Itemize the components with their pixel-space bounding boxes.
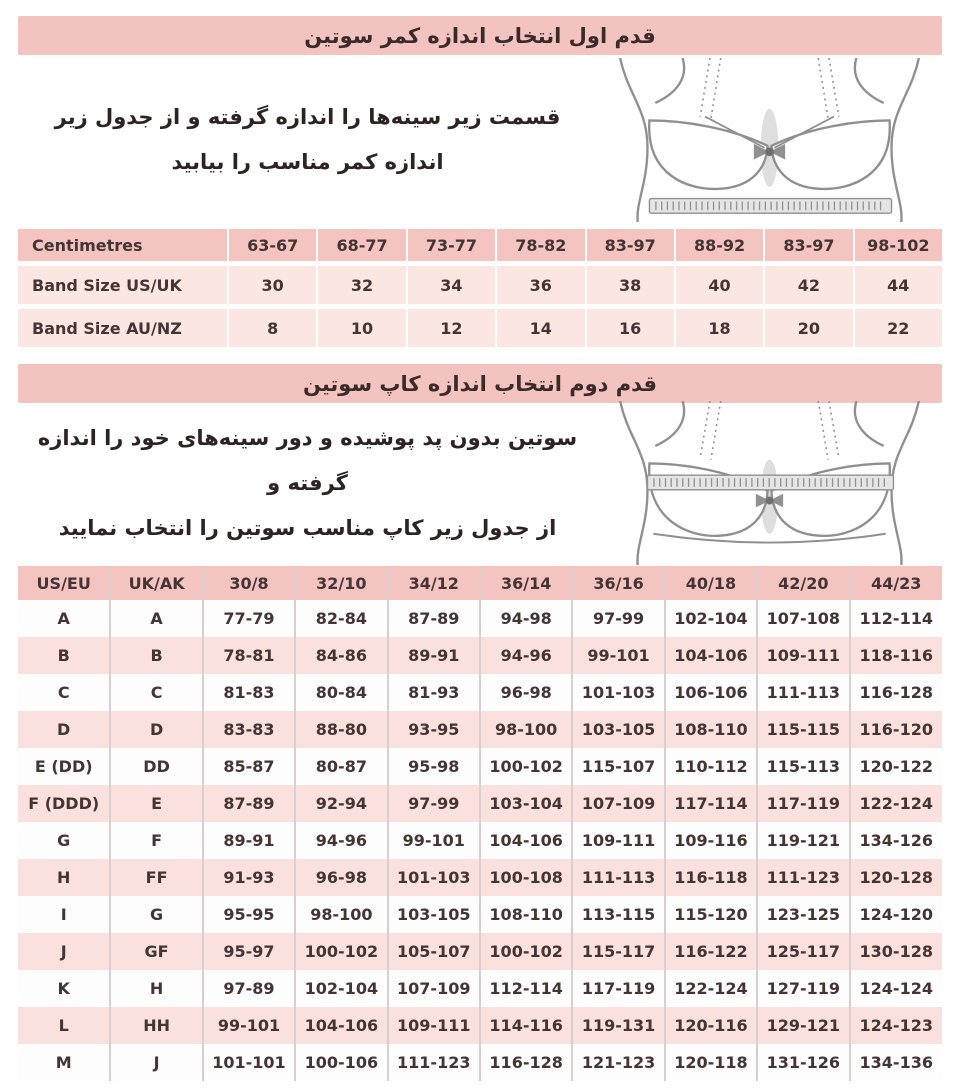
table-cell: 115-107 bbox=[572, 748, 664, 785]
table-cell: A bbox=[110, 600, 202, 637]
table-cell: FF bbox=[110, 859, 202, 896]
table-row bbox=[18, 266, 942, 304]
table-cell: 116-128 bbox=[480, 1044, 572, 1081]
step1-title-bar bbox=[18, 16, 942, 55]
table-cell: 130-128 bbox=[850, 933, 942, 970]
column-header: 40/18 bbox=[665, 566, 757, 600]
table-cell: 120-116 bbox=[665, 1007, 757, 1044]
underband-line bbox=[653, 534, 885, 543]
table-cell: G bbox=[110, 896, 202, 933]
table-cell: 116-118 bbox=[665, 859, 757, 896]
table-cell: 119-121 bbox=[757, 822, 849, 859]
table-cell: F bbox=[110, 822, 202, 859]
table-cell: 129-121 bbox=[757, 1007, 849, 1044]
table-cell: 99-101 bbox=[572, 637, 664, 674]
step1-instruction-line2: اندازه کمر مناسب را بیابید bbox=[171, 149, 444, 174]
row-label: C bbox=[18, 674, 110, 711]
row-label: Band Size AU/NZ bbox=[18, 309, 227, 347]
table-cell: 94-98 bbox=[480, 600, 572, 637]
table-cell: 83-83 bbox=[203, 711, 295, 748]
table-cell: 89-91 bbox=[203, 822, 295, 859]
row-label: K bbox=[18, 970, 110, 1007]
table-cell: 30 bbox=[227, 266, 316, 304]
table-cell: 102-104 bbox=[295, 970, 387, 1007]
table-cell: 103-105 bbox=[388, 896, 480, 933]
table-cell: 104-106 bbox=[665, 637, 757, 674]
table-cell: 42 bbox=[763, 266, 852, 304]
column-header: 36/16 bbox=[572, 566, 664, 600]
table-cell: 117-114 bbox=[665, 785, 757, 822]
table-row bbox=[18, 1007, 942, 1044]
table-cell: 100-106 bbox=[295, 1044, 387, 1081]
table-cell: 102-104 bbox=[665, 600, 757, 637]
column-header: 83-97 bbox=[763, 229, 852, 261]
table-cell: 104-106 bbox=[295, 1007, 387, 1044]
table-cell: 40 bbox=[674, 266, 763, 304]
table-cell: 22 bbox=[853, 309, 942, 347]
table-cell: 80-87 bbox=[295, 748, 387, 785]
table-cell: 16 bbox=[585, 309, 674, 347]
table-cell: GF bbox=[110, 933, 202, 970]
table-cell: 44 bbox=[853, 266, 942, 304]
table-cell: 112-114 bbox=[850, 600, 942, 637]
table-cell: 95-97 bbox=[203, 933, 295, 970]
table-cell: 115-117 bbox=[572, 933, 664, 970]
table-cell: 82-84 bbox=[295, 600, 387, 637]
cup-size-table bbox=[18, 566, 942, 1081]
table-cell: 18 bbox=[674, 309, 763, 347]
step2-intro bbox=[18, 403, 942, 563]
column-header: 98-102 bbox=[853, 229, 942, 261]
table-cell: 20 bbox=[763, 309, 852, 347]
step2-instruction-line2: از جدول زیر کاپ مناسب سوتین را انتخاب نمایید bbox=[58, 515, 557, 540]
row-label: I bbox=[18, 896, 110, 933]
row-label: B bbox=[18, 637, 110, 674]
table-cell: 92-94 bbox=[295, 785, 387, 822]
underbust-measure-illustration bbox=[597, 58, 942, 222]
table-cell: 85-87 bbox=[203, 748, 295, 785]
column-header: 44/23 bbox=[850, 566, 942, 600]
table-cell: 120-122 bbox=[850, 748, 942, 785]
table-cell: 109-111 bbox=[757, 637, 849, 674]
table-cell: 134-126 bbox=[850, 822, 942, 859]
table-cell: 111-113 bbox=[757, 674, 849, 711]
table-cell: 100-102 bbox=[480, 748, 572, 785]
table-cell: 105-107 bbox=[388, 933, 480, 970]
table-cell: HH bbox=[110, 1007, 202, 1044]
column-header: US/EU bbox=[18, 566, 110, 600]
table-cell: 111-123 bbox=[757, 859, 849, 896]
step2-title-bar bbox=[18, 364, 942, 403]
column-header: 68-77 bbox=[316, 229, 405, 261]
column-header: 42/20 bbox=[757, 566, 849, 600]
table-row bbox=[18, 933, 942, 970]
table-cell: 87-89 bbox=[388, 600, 480, 637]
table-cell: 97-89 bbox=[203, 970, 295, 1007]
bra-underbust-tape-illustration-svg bbox=[597, 58, 942, 222]
row-label: G bbox=[18, 822, 110, 859]
table-cell: 107-109 bbox=[388, 970, 480, 1007]
table-cell: 109-111 bbox=[572, 822, 664, 859]
step1-title: قدم اول انتخاب اندازه کمر سوتین bbox=[304, 23, 656, 48]
bust-measure-illustration bbox=[597, 401, 942, 565]
table-cell: 36 bbox=[495, 266, 584, 304]
table-cell: 120-118 bbox=[665, 1044, 757, 1081]
table-header-row bbox=[18, 566, 942, 600]
measuring-tape-icon bbox=[649, 198, 891, 213]
table-cell: C bbox=[110, 674, 202, 711]
table-row bbox=[18, 748, 942, 785]
table-row bbox=[18, 822, 942, 859]
table-cell: 104-106 bbox=[480, 822, 572, 859]
table-cell: J bbox=[110, 1044, 202, 1081]
row-label: Band Size US/UK bbox=[18, 266, 227, 304]
table-cell: 107-108 bbox=[757, 600, 849, 637]
table-cell: 111-113 bbox=[572, 859, 664, 896]
table-cell: 97-99 bbox=[388, 785, 480, 822]
table-cell: 91-93 bbox=[203, 859, 295, 896]
measuring-tape-icon bbox=[647, 475, 893, 490]
table-cell: 124-120 bbox=[850, 896, 942, 933]
table-cell: 101-101 bbox=[203, 1044, 295, 1081]
step1-instruction-line1: قسمت زیر سینه‌ها را اندازه گرفته و از جدول زیر bbox=[54, 104, 561, 129]
column-header: 34/12 bbox=[388, 566, 480, 600]
table-cell: 96-98 bbox=[295, 859, 387, 896]
band-size-table bbox=[18, 224, 942, 352]
row-label: E (DD) bbox=[18, 748, 110, 785]
table-cell: 8 bbox=[227, 309, 316, 347]
step2-instruction-line1: سوتین بدون پد پوشیده و دور سینه‌های خود را اندازه گرفته و bbox=[37, 425, 578, 495]
table-cell: B bbox=[110, 637, 202, 674]
table-row bbox=[18, 637, 942, 674]
row-label: L bbox=[18, 1007, 110, 1044]
table-cell: 127-119 bbox=[757, 970, 849, 1007]
table-cell: 100-108 bbox=[480, 859, 572, 896]
table-cell: 93-95 bbox=[388, 711, 480, 748]
table-cell: E bbox=[110, 785, 202, 822]
table-cell: 97-99 bbox=[572, 600, 664, 637]
column-header: 30/8 bbox=[203, 566, 295, 600]
table-cell: 101-103 bbox=[388, 859, 480, 896]
table-row bbox=[18, 711, 942, 748]
table-cell: 116-128 bbox=[850, 674, 942, 711]
table-row bbox=[18, 970, 942, 1007]
table-cell: 103-104 bbox=[480, 785, 572, 822]
table-cell: 94-96 bbox=[480, 637, 572, 674]
row-label: J bbox=[18, 933, 110, 970]
table-cell: 131-126 bbox=[757, 1044, 849, 1081]
table-cell: D bbox=[110, 711, 202, 748]
table-cell: 10 bbox=[316, 309, 405, 347]
table-cell: 100-102 bbox=[480, 933, 572, 970]
table-cell: 95-98 bbox=[388, 748, 480, 785]
column-header: Centimetres bbox=[18, 229, 227, 261]
table-cell: 124-124 bbox=[850, 970, 942, 1007]
table-cell: 121-123 bbox=[572, 1044, 664, 1081]
table-cell: 117-119 bbox=[572, 970, 664, 1007]
table-cell: 89-91 bbox=[388, 637, 480, 674]
step2-title: قدم دوم انتخاب اندازه کاپ سوتین bbox=[302, 371, 658, 396]
table-cell: 115-115 bbox=[757, 711, 849, 748]
table-cell: 106-106 bbox=[665, 674, 757, 711]
table-cell: 115-120 bbox=[665, 896, 757, 933]
table-row bbox=[18, 1044, 942, 1081]
column-header: 73-77 bbox=[406, 229, 495, 261]
table-cell: 32 bbox=[316, 266, 405, 304]
table-cell: 81-93 bbox=[388, 674, 480, 711]
row-label: H bbox=[18, 859, 110, 896]
column-header: 36/14 bbox=[480, 566, 572, 600]
table-cell: 109-111 bbox=[388, 1007, 480, 1044]
table-cell: 88-80 bbox=[295, 711, 387, 748]
table-row bbox=[18, 896, 942, 933]
table-cell: 100-102 bbox=[295, 933, 387, 970]
table-cell: 119-131 bbox=[572, 1007, 664, 1044]
table-cell: 107-109 bbox=[572, 785, 664, 822]
table-cell: 80-84 bbox=[295, 674, 387, 711]
table-cell: 77-79 bbox=[203, 600, 295, 637]
table-cell: 118-116 bbox=[850, 637, 942, 674]
column-header: 32/10 bbox=[295, 566, 387, 600]
bra-bust-tape-illustration-svg bbox=[597, 401, 942, 565]
table-cell: 84-86 bbox=[295, 637, 387, 674]
table-cell: 111-123 bbox=[388, 1044, 480, 1081]
table-cell: H bbox=[110, 970, 202, 1007]
table-cell: 87-89 bbox=[203, 785, 295, 822]
table-header-row bbox=[18, 229, 942, 261]
table-cell: 122-124 bbox=[665, 970, 757, 1007]
step1-instruction bbox=[18, 95, 597, 185]
table-row bbox=[18, 674, 942, 711]
table-cell: 108-110 bbox=[665, 711, 757, 748]
table-cell: DD bbox=[110, 748, 202, 785]
table-cell: 116-120 bbox=[850, 711, 942, 748]
table-cell: 120-128 bbox=[850, 859, 942, 896]
table-cell: 122-124 bbox=[850, 785, 942, 822]
column-header: 78-82 bbox=[495, 229, 584, 261]
table-cell: 125-117 bbox=[757, 933, 849, 970]
table-cell: 123-125 bbox=[757, 896, 849, 933]
table-cell: 109-116 bbox=[665, 822, 757, 859]
table-cell: 38 bbox=[585, 266, 674, 304]
step1-intro bbox=[18, 55, 942, 224]
table-cell: 134-136 bbox=[850, 1044, 942, 1081]
table-cell: 117-119 bbox=[757, 785, 849, 822]
table-cell: 34 bbox=[406, 266, 495, 304]
table-cell: 14 bbox=[495, 309, 584, 347]
table-cell: 81-83 bbox=[203, 674, 295, 711]
table-cell: 124-123 bbox=[850, 1007, 942, 1044]
table-row bbox=[18, 309, 942, 347]
table-cell: 96-98 bbox=[480, 674, 572, 711]
table-cell: 78-81 bbox=[203, 637, 295, 674]
row-label: D bbox=[18, 711, 110, 748]
table-cell: 101-103 bbox=[572, 674, 664, 711]
table-cell: 113-115 bbox=[572, 896, 664, 933]
step2-instruction bbox=[18, 416, 597, 551]
column-header: 63-67 bbox=[227, 229, 316, 261]
table-cell: 94-96 bbox=[295, 822, 387, 859]
row-label: F (DDD) bbox=[18, 785, 110, 822]
table-cell: 112-114 bbox=[480, 970, 572, 1007]
table-cell: 99-101 bbox=[203, 1007, 295, 1044]
column-header: UK/AK bbox=[110, 566, 202, 600]
table-cell: 110-112 bbox=[665, 748, 757, 785]
table-cell: 99-101 bbox=[388, 822, 480, 859]
table-row bbox=[18, 859, 942, 896]
table-cell: 103-105 bbox=[572, 711, 664, 748]
row-label: M bbox=[18, 1044, 110, 1081]
table-cell: 95-95 bbox=[203, 896, 295, 933]
table-cell: 114-116 bbox=[480, 1007, 572, 1044]
table-cell: 115-113 bbox=[757, 748, 849, 785]
table-cell: 12 bbox=[406, 309, 495, 347]
row-label: A bbox=[18, 600, 110, 637]
table-cell: 108-110 bbox=[480, 896, 572, 933]
table-row bbox=[18, 785, 942, 822]
column-header: 83-97 bbox=[585, 229, 674, 261]
table-cell: 116-122 bbox=[665, 933, 757, 970]
table-cell: 98-100 bbox=[480, 711, 572, 748]
column-header: 88-92 bbox=[674, 229, 763, 261]
table-cell: 98-100 bbox=[295, 896, 387, 933]
table-row bbox=[18, 600, 942, 637]
